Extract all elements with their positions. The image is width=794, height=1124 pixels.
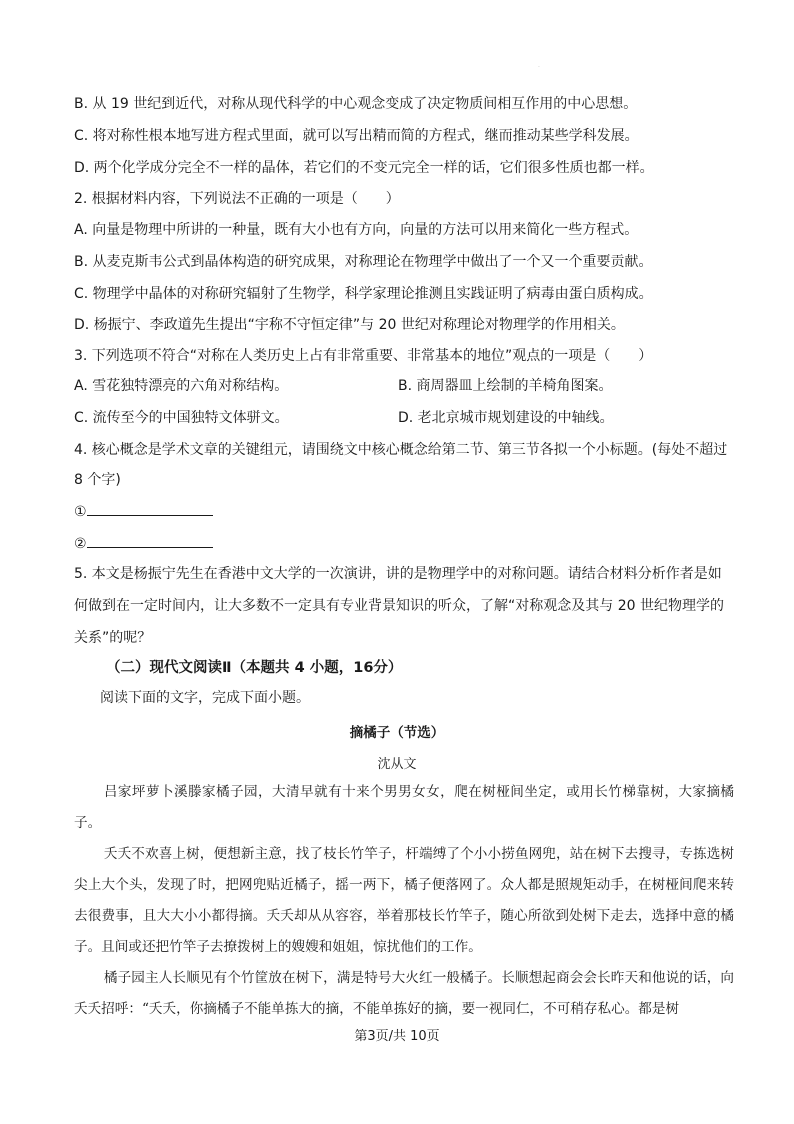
blank-2-line[interactable] <box>87 533 213 548</box>
q3-option-d: D. 老北京城市规划建设的中轴线。 <box>398 410 614 426</box>
question-5-line2: 何做到在一定时间内，让大多数不一定具有专业背景知识的听众，了解“对称观念及其与 20 世纪物理学的 <box>74 598 724 614</box>
page-mark: . <box>538 62 540 69</box>
passage-author: 沈从文 <box>377 757 417 772</box>
question-5-line3: 关系”的呢？ <box>74 630 152 646</box>
answer-blank-1 <box>74 501 734 522</box>
question-5-line1: 5. 本文是杨振宁先生在香港中文大学的一次演讲，讲的是物理学中的对称问题。请结合材料分析作者是如 <box>74 566 722 582</box>
question-2: 2. 根据材料内容，下列说法不正确的一项是（ ） <box>74 191 400 207</box>
blank-1-line[interactable] <box>87 501 213 516</box>
q2-option-b: B. 从麦克斯韦公式到晶体构造的研究成果，对称理论在物理学中做出了一个又一个重要贡献。 <box>74 254 653 270</box>
question-3: 3. 下列选项不符合“对称在人类历史上占有非常重要、非常基本的地位”观点的一项是（ ） <box>74 348 653 364</box>
question-4-line2: 8 个字) <box>74 472 121 488</box>
q2-option-a: A. 向量是物理中所讲的一种量，既有大小也有方向，向量的方法可以用来简化一些方程式。 <box>74 222 639 238</box>
question-4-line1: 4. 核心概念是学术文章的关键组元，请围绕文中核心概念给第二节、第三节各拟一个小标题。(每处不超过 <box>74 442 728 458</box>
section-heading: （二）现代文阅读Ⅱ（本题共 4 小题，16分） <box>106 660 403 676</box>
page-footer: 第3页/共 10页 <box>354 1029 440 1044</box>
blank-2-marker: ② <box>74 536 87 552</box>
blank-1-marker: ① <box>74 504 87 520</box>
q3-option-a: A. 雪花独特漂亮的六角对称结构。 <box>74 378 289 394</box>
passage-paragraph-2: 夭夭不欢喜上树，便想新主意，找了枝长竹竿子，杆端缚了个小小捞鱼网兜，站在树下去搜寻，专拣选树尖上大个头，发现了时，把网兜贴近橘子，摇一两下，橘子便落网了。众人都是照规矩动手，在树桠间爬来转去很费事，且大大小小都得摘。夭夭却从从容容，举着那枝长竹竿子，随心所欲到处树下走去，选择中意的橘子。且间或还把竹竿子去撩拨树上的嫂嫂和姐姐，惊扰他们的工作。 <box>74 846 734 955</box>
section-instruction: 阅读下面的文字，完成下面小题。 <box>100 690 310 706</box>
q1-option-b: B. 从 19 世纪到近代，对称从现代科学的中心观念变成了决定物质间相互作用的中心思想。 <box>74 96 638 112</box>
passage-paragraph-1: 吕家坪萝卜溪滕家橘子园，大清早就有十来个男男女女，爬在树桠间坐定，或用长竹梯靠树，大家摘橘子。 <box>74 784 734 831</box>
q1-option-c: C. 将对称性根本地写进方程式里面，就可以写出精而简的方程式，继而推动某些学科发展。 <box>74 128 639 144</box>
answer-blank-2 <box>74 533 734 554</box>
q2-option-c: C. 物理学中晶体的对称研究辐射了生物学，科学家理论推测且实践证明了病毒由蛋白质构成。 <box>74 286 653 302</box>
q3-option-b: B. 商周器皿上绘制的羊椅角图案。 <box>398 378 613 394</box>
passage-paragraph-3: 橘子园主人长顺见有个竹筐放在树下，满是特号大火红一般橘子。长顺想起商会会长昨天和他说的话，向夭夭招呼：“夭夭，你摘橘子不能单拣大的摘，不能单拣好的摘，要一视同仁，不可稍存私心。都是树 <box>74 970 734 1017</box>
q2-option-d: D. 杨振宁、李政道先生提出“宇称不守恒定律”与 20 世纪对称理论对物理学的作用相关。 <box>74 317 625 333</box>
q1-option-d: D. 两个化学成分完全不一样的晶体，若它们的不变元完全一样的话，它们很多性质也都一样。 <box>74 160 654 176</box>
q3-option-c: C. 流传至今的中国独特文体骈文。 <box>74 410 289 426</box>
passage-title: 摘橘子（节选） <box>349 725 445 741</box>
